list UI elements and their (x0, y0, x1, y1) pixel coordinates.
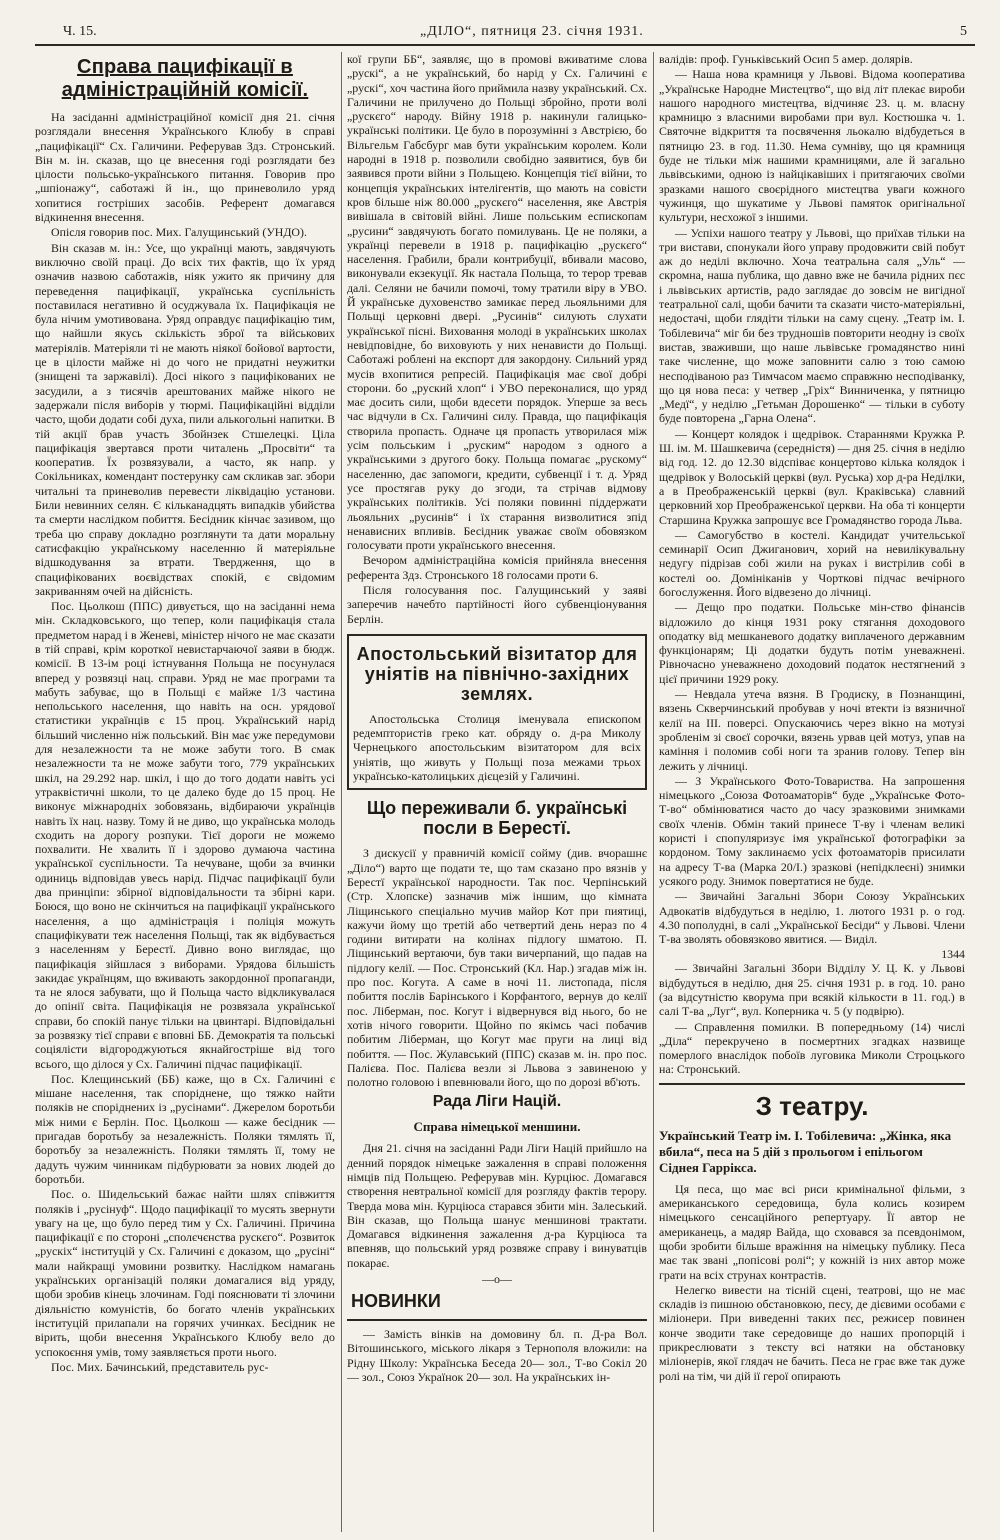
paragraph: — Замість вінків на домовину бл. п. Д-ра Вол. Вітошинського, міського лікаря з Тернополя вложили: на Рідну Школу: Українська Беседа 20— зол., Т-во Сокіл 20— зол., Союз Українок 20— зол. На українських ін- (347, 1327, 647, 1384)
column-3 (659, 52, 965, 1537)
paragraph: Після голосування пос. Галущинський у заяві заперечив начебто партійності його субвенціонування Берлін. (347, 582, 647, 626)
news-item: — З Українського Фото-Товариства. На запрошення німецького „Союза Фотоаматорів“ буде „Українське Фото-Т-во“ обмінюватися часто до часу зразковими знимками своїх членів. Обмін такий принесе Т-ву і членам великі користі і спопуляризує імя української фотографіки за кордоном. Тому заклинаємо усіх фотоаматорів присилати на адресу Т-ва (Марка 20/I.) зразкові (непідклеєні) знимки усякого роду. Знимок повертатися не буде. (659, 773, 965, 888)
article-title-pacification: Справа пацифікації в адміністраційній комісії. (61, 56, 309, 101)
paragraph: кої групи ББ“, заявляє, що в промові вживатиме слова „рускі“, а не український, бо нарід у Сх. Галичині є „рускі“, хоч частина його приймила назву український. Сх. Галичини не прилучено до Польщі збройно, проти волі „рускєго“ народу. Війну 1918 р. накинули галицько-українські політики. Це було в порозумінні з Австрією, бо Вільгельм Габсбург мав бути українським королем. Коли народні в 1918 р. позволили свобідно заявитися, був би заявився проти війни з Польщею. Концепція тієї війни, то концепція українських інтелігентів, що мають на совісти кров більше ніж 80.000 „рускєго“ населення, яке Австрія вивішала в світовій війні. Лише польським еспископам „русини“ завдячують богато помилувань. Це не поляки, а українці перевели в 1918 р. пацифікацію „рускєго“ населення. Грабили, брали контрибуції, вбивали масово, виконували екзекуції. Як настала Польща, то терор тревав далі. Селяни не бачили помочі, тому тратили віру в УВО. Й українське духовенство замикає перед льояльними для Польщі церковні двері. „Русинів“ силують слухати української пісні. Виховання молоді в українських школах невідповідне, бо виховують у них ненависти до Польщі. Саботажі роблені на експорт для закордону. Сильний уряд мусів вхопитися репресій. Пацифікація має свої добрі сторони. бо „руский хлоп“ і УВО переконалися, що уряд має досить сили, щоби вдесети порядок. Уперше за весь час відчули в Сх. Галичині силу. Правда, що пацифікація створила пропасть. Одначе ця пропасть утворилася між усім польським і „руским“ народом з одного а українськими з другого боку. Польща помагає „рускому“ населенню, дає запомоги, кредити, субвенції і т. д. Уряд усе простягав руку до згоди, та стрічав відмову українських політиків. Усі поляки повинні піддержати льояльних „русинів“ і їх старання визволитися зпід ненависних впливів. Бесідник уважає своїм обовязком голосувати проти українського внесення. (347, 52, 647, 553)
news-item: — Наша нова крамниця у Львові. Відома кооператива „Українське Народне Мистецтво“, що від літ плекає вироби нашого народного мистецтва, відчиняє 23. ц. м. власну крамницю з власними виробами при вул. Костюшка ч. 1. Святочне відкриття та посвячення льокалю відбудеться в пятницю 23. в год. 11.30. Нема сумніву, що ця крамниця буде не тільки між нашими крамницями, але й загально львівськими, одною із найцікавіших і притягаючих своїми зразками нашого своєрідного мистецтва уваги кожного чужинця, що шукатиме у Львові памяток оригінальної культури, несхожої з іншими. (659, 67, 965, 225)
paragraph: Вечором адміністраційна комісія прийняла внесення референта Здз. Стронського 18 голосами проти 6. (347, 553, 647, 582)
section-divider: —o— (482, 1272, 512, 1287)
page-mark: 5 (960, 24, 967, 39)
article-title-berest: Що переживали б. українські посли в Берестї. (366, 798, 628, 839)
paragraph: валідів: проф. Гуньківський Осип 5 амер. долярів. (659, 52, 913, 66)
page-number: Ч. 15. (63, 24, 97, 39)
apostolic-visitator-box (347, 634, 647, 790)
section-rule (347, 1319, 647, 1321)
notice-number: 1344 (941, 947, 965, 962)
news-item: — Невдала утеча вязня. В Гродиску, в Познанщині, вязень Скверчинський пробував у ночі втекти із вязничної келії на III. поверсі. Опускаючись через вікно на мотузі зробленім зі своєї сорочки, вязень урвав цей мотуз, упав на каміння і поломив собі ноги та зранив голову. Тепер він лежить у лічниці. (659, 687, 965, 773)
paragraph: Пос. Цьолкош (ППС) дивується, що на засіданні нема мін. Складковського, що тепер, коли пацифікація стала предметом нарад і в Женеві, міністер нічого не має сказати в тій справі, крім короткої невистарчаючої заяви в бюдж. комісії. В 13-ім році істнування Польща не посунулася вперед у розвязці нац. справи. Уряд не має програми та мабуть забуває, що в Польщі є майже 1/3 частина непольського населення, що навіть на осн. урядової статистики українців є 15 проц. Український нарід більший численно ніж польський. Він має уже передумови для незалежности та не може забути того. В смак незалежности та не може забути того, 779 українських шкіл, на 29.292 нар. шкіл, і що до того додати навіть усі утраквістичні школи, то це далеко буде до 15 проц. Не виконує міжнародніх зобовязань, відбираючи українців навіть їх нац. назву. Тому й не диво, що українська молодь сходить на дорогу розпуки. Тієї дороги не можемо похвалити. Не хвалить її і здорово думаюча частина української суспільности. Та нечуване, щоби за вчинки одиниць відповідав увесь нарід. Підчас пацифікації були два принціпи: збірної відповідальности та збірні кари. Боюся, що воно не скінчиться на пацифікації українського населення, а що адміністрація і поліція можуть спацифікувати теж населення Польщі, так як відбувається з населенням у Берестї. Дивно воно виглядає, що пацифікація зійшлася з виборами. Урядова більшість закидає українцям, що вживають закордонної пропаганди, та не ялося забувати, що й Польща часто відкликувалася до опінії світа. Пацифікація не розвязала української справи, бо спокій панує тільки на цвинтарі. Відповідальні за розвязку тієї справи є вповні ББ. Демократія та польські соціялісти відгороджуються якнайгостріше від того всього, що ділося у Сх. Галичині підчас пацифікації. (35, 599, 335, 1071)
paragraph: З дискусії у правничій комісії сойму (див. вчорашнє „Діло“) варто ще подати те, що там сказано про вязнів у Берестї української народности. Так пос. Черпінський (Стр. Хлопске) зазначив між іншим, що кімната Ліщинського спеціально мучив майор Кот при пиятиці, кажучи йому що третій або четвертий день нераз по 4 години витирати на колінах підлогу шматою. П. Ліщинський вертаючи, був таки вичерпаний, що падав на підлогу келії. — Пос. Стронський (Кл. Нар.) згадав між ін. про пос. Когута. А саме в ночі 11. листопада, після побиття послів Барінського і Корфантого, вернув до келії пос. Ліберман, пос. Когут і відвернувся від нього, бо не хотів нічого говорити. Щойно по якімсь часі побачив побитим Ліберман, що Когут має пруги на лиці від побиття. — Пос. Жулавський (ППС) сказав м. ін. про пос. Палієва. Пос. Палієва везли зі Львова з завиненою у полотно головою і впевнювали його, що по дорозі вб'ють. (347, 846, 647, 1090)
news-item: — Дещо про податки. Польське мін-ство фінансів відложило до кінця 1931 року стягання доходового оподатку від мешканевого додатку виплаченого державним функціонарям; Ці додатки будуть потім уневажнені. Рівночасно уневажнено доходовий податок нестягнений з цієї причини 1929 року. (659, 600, 965, 686)
news-item: — Звичайні Загальні Збори Союзу Українських Адвокатів відбудуться в неділю, 1. лютого 1931 р. о год. 4.30 пополудні, в салі „Української Бесіди“ у Львові. Члени Т-ва зволять обовязково явитися. — Виділ. (659, 889, 965, 947)
paragraph: Він сказав м. ін.: Усе, що українці мають, завдячують виключно своїй праці. До всіх тих фактів, що їх уряд означив назвою саботажів, ніяк ужито як причину для переведення пацифікації, українська суспільність поставилася негативно й осуджувала їх. Пацифікація не була нічим умотивована. Уряд оправдує пацифікацію тим, що найшли якусь скількість зброї та військових матеріялів. Матеріяли ті не мають ніякої бойової вартости, це в цілости майже ні до чого не придатні неужитки (знищені та заржавілі). Досі нікого з пацифікованих не засудили, а з тисячів арештованих майже нікого не задержали після виборів у тюрмі. Пацифікаційні відділи часто, щоби додати собі духа, пили алькогольні напитки. В тій акції брав участь Збойнзек Стшелецкі. Ціла пацифікація звертався проти читалень „Просвіти“ та кооператив. Їх розвязували, а часто, як напр. у Сокільниках, комендант постерунку сам скликав заг. збори читальні та приневолив перевести ліквідацію установи. Били невинних селян. Є кільканадцять випадків убийства та смерти наслідком побиття. Бесідник кінчає зазивом, що треба цю справу докладно розглянути та дати моральну сатисфакцію українському населенню й матеріяльне відшкодування за втрати. Твердження, що в спацифікованих воєвідствах спокій, є свідомим закриванням очей на дійсність. (35, 240, 335, 598)
news-item: — Концерт колядок і щедрівок. Стараннями Кружка Р. Ш. ім. М. Шашкевича (середністя) — дня 25. січня в неділю від год. 12. до 12.30 відспіває концертово кілька колядок і щедрівок у Волоській церкві (вул. Руська) хор д-ра Неділки, а в Преображенській церкві (вул. Краківська) славний церковний хор Преображенської церкви. На оба ті концерти Старшина Кружка запрошує все Громадянство города Льва. (659, 426, 965, 527)
paragraph: Опісля говорив пос. Мих. Галущинський (УНДО). (51, 225, 307, 240)
newspaper-dateline: „ДІЛО“, пятниця 23. січня 1931. (420, 24, 644, 39)
article-subtitle-league: Справа німецької меншини. (413, 1119, 581, 1135)
column-divider (341, 52, 342, 1532)
paragraph: Дня 21. січня на засіданні Ради Ліги Націй прийшло на денний порядок німецьке зажалення в справі положення німців під Польщею. Реферував мін. Курціюс. Домагався створення невтральної комісії для розгляду фактів терору. Тверда мова мін. Курціюса старався збити мін. Залеський. Він сказав, що Польща шанує меншинові трактати. Домагався відкинення зажалення д-ра Курціюса та впевняв, що польський уряд розвяже справу і винуватців покарає. (347, 1141, 647, 1270)
paragraph: Ця песа, що має всі риси кримінальної фільми, з американського середовища, була колись козирем німецького сенсаційного репертуару. Її автор не американець, а мадяр Вайда, що сховався за псевдонімом, щоби зробити більше вражіння на німецьку публику. Песа має так звані „попісові ролі“; у кожній із них автор може грати на всіх струнах контрастів. (659, 1181, 965, 1282)
paragraph: Пос. Мих. Бачинський, представитель рус- (51, 1359, 269, 1374)
column-divider (653, 52, 654, 1532)
news-item: — Справлення помилки. В попередньому (14) числі „Діла“ перекручено в посмертних згадках назвище померлого внаслідок побоїв луговика Миколи Строцького на: Стронський. (659, 1019, 965, 1077)
column-2 (347, 52, 647, 1537)
paragraph: Пос. о. Шидельський бажає найти шлях співжиття поляків і „русінуф“. Щодо пацифікації то мусять звернути увагу на це, що було перед тим у Сх. Галичині. Причина пацифікації є по стороні „сполєчєнства рускєго“. Розвиток „рускіх“ інституцій у Сх. Галичині є доказом, що „русіні“ мали найкращі умовини розвитку. Наслідком намагань українських організацій поляки домагалися від уряду, щоби зробив кінець злочинам. Годі пояснювати ті злочини діяльністю комуністів, бо богато членів українських інституцій прилапали на горячих учинках. Бесідник не вірить, щоби внесення Українського Клюбу вело до успокоєння умів, тому заявляється проти нього. (35, 1187, 335, 1359)
masthead (35, 20, 975, 46)
news-item: — Звичайні Загальні Збори Відділу У. Ц. К. у Львові відбудуться в неділю, дня 25. січня 1931 р. в год. 10. рано (за відсутністю кворума при всякій кількости в 11. год.) в салі Т-ва „Луг“, вул. Коперника ч. 5 (у подвірю). (659, 961, 965, 1019)
paragraph: Пос. Клещинський (ББ) каже, що в Сх. Галичині є мішане населення, так споріднене, що тяжко найти поляків не споріднених із „русінами“. Джерелом боротьби між ними є Берлін. Пос. Цьолкош — каже бесідник — пригадав боротьбу за незалежність. Поляки тямлять її, боротьбу за незалежність. Поляки тямлять її, тому не дадуть чужим чинникам підбурювати за нових людей до боротьби. (35, 1071, 335, 1186)
paragraph: Нелегко вивести на тісній сцені, театрові, що не має складів із пишною обстановкою, песу, де дієвими особами є міліонери. При виведенні таких пєс, режисер повинен конче зводити таке середовище до наших пропорцій і прикреслювати з тексту всі натяки на обстановку міліонерів, якої глядач не бачить. Песа не грає вже так дуже ролі на тім, чи дій ії герої опирають (659, 1282, 965, 1383)
theatre-review-subtitle: Український Театр ім. І. Тобілевича: „Жінка, яка вбила“, песа на 5 дій з прольогом і епільогом Сіднея Гаррікса. (659, 1127, 952, 1175)
column-1 (35, 52, 335, 1537)
news-item: — Самогубство в костелі. Кандидат учительської семинарії Осип Джиганович, хорий на невилікувальну недугу підрізав собі жили на руках і вистрілив собі в костелі оо. Домініканів у Чорткові підчас вечірного богослуження. Його відвезено до лічниці. (659, 527, 965, 599)
masthead-rule (35, 44, 975, 46)
paragraph: На засіданні адміністраційної комісії дня 21. січня розглядали внесення Українського Клюбу в справі „пацифікації“ Сх. Галичини. Реферував Здз. Стронський. Він м. ін. сказав, що це внесення годі розглядати без цілости польсько-українського питання. Говорив про „шпіонажу“, саботажі й ін., що приневолило уряд хопитися гостріших засобів. Референт домагався відкинення внесення. (35, 110, 335, 225)
section-title-novynky: НОВИНКИ (351, 1291, 441, 1312)
paragraph: Апостольська Столиця іменувала епископом редемптористів греко кат. обряду о. д-ра Миколу Чернецького апостольським візитатором для всіх уніятів, що живуть у Польщі поза межами трьох українсько-католицьких дієцезій у Галичині. (353, 711, 641, 784)
article-title-league: Рада Ліги Націй. (432, 1093, 562, 1111)
news-item: — Успіхи нашого театру у Львові, що приїхав тільки на три вистави, спонукали його управу продовжити свій побут аж до неділі включно. Хоча театральна саля „Уль“ — скромна, наша публика, що давно вже не бачила рідних пєс і львівських артистів, радо заглядає до зовсім не вигідної театральної салі, щоби бачити та сказати чисто-матеріяльні, недостачі, щоби глядіти тільки на саму сцену. „Театр ім. І. Тобілевича“ міг би без трудношів повторити неодну із своїх вистав, зваживши, що наше львівське громадянство нині таке численне, що може заповнити салю з тою самою несподіваною раз Тимчасом маємо справжню несподіванку, що ця нова песа: у четвер „Гріх“ Винниченка, у пятницю „Медї“, у неділю „Гетьман Дорошенко“ — тільки в суботу буде повторена „Гарна Олена“. (659, 225, 965, 426)
section-title-theatre: З театру. (755, 1090, 869, 1121)
section-rule (659, 1083, 965, 1085)
article-title-visitator: Апостольський візитатор для уніятів на північно-західних землях. (356, 643, 638, 704)
